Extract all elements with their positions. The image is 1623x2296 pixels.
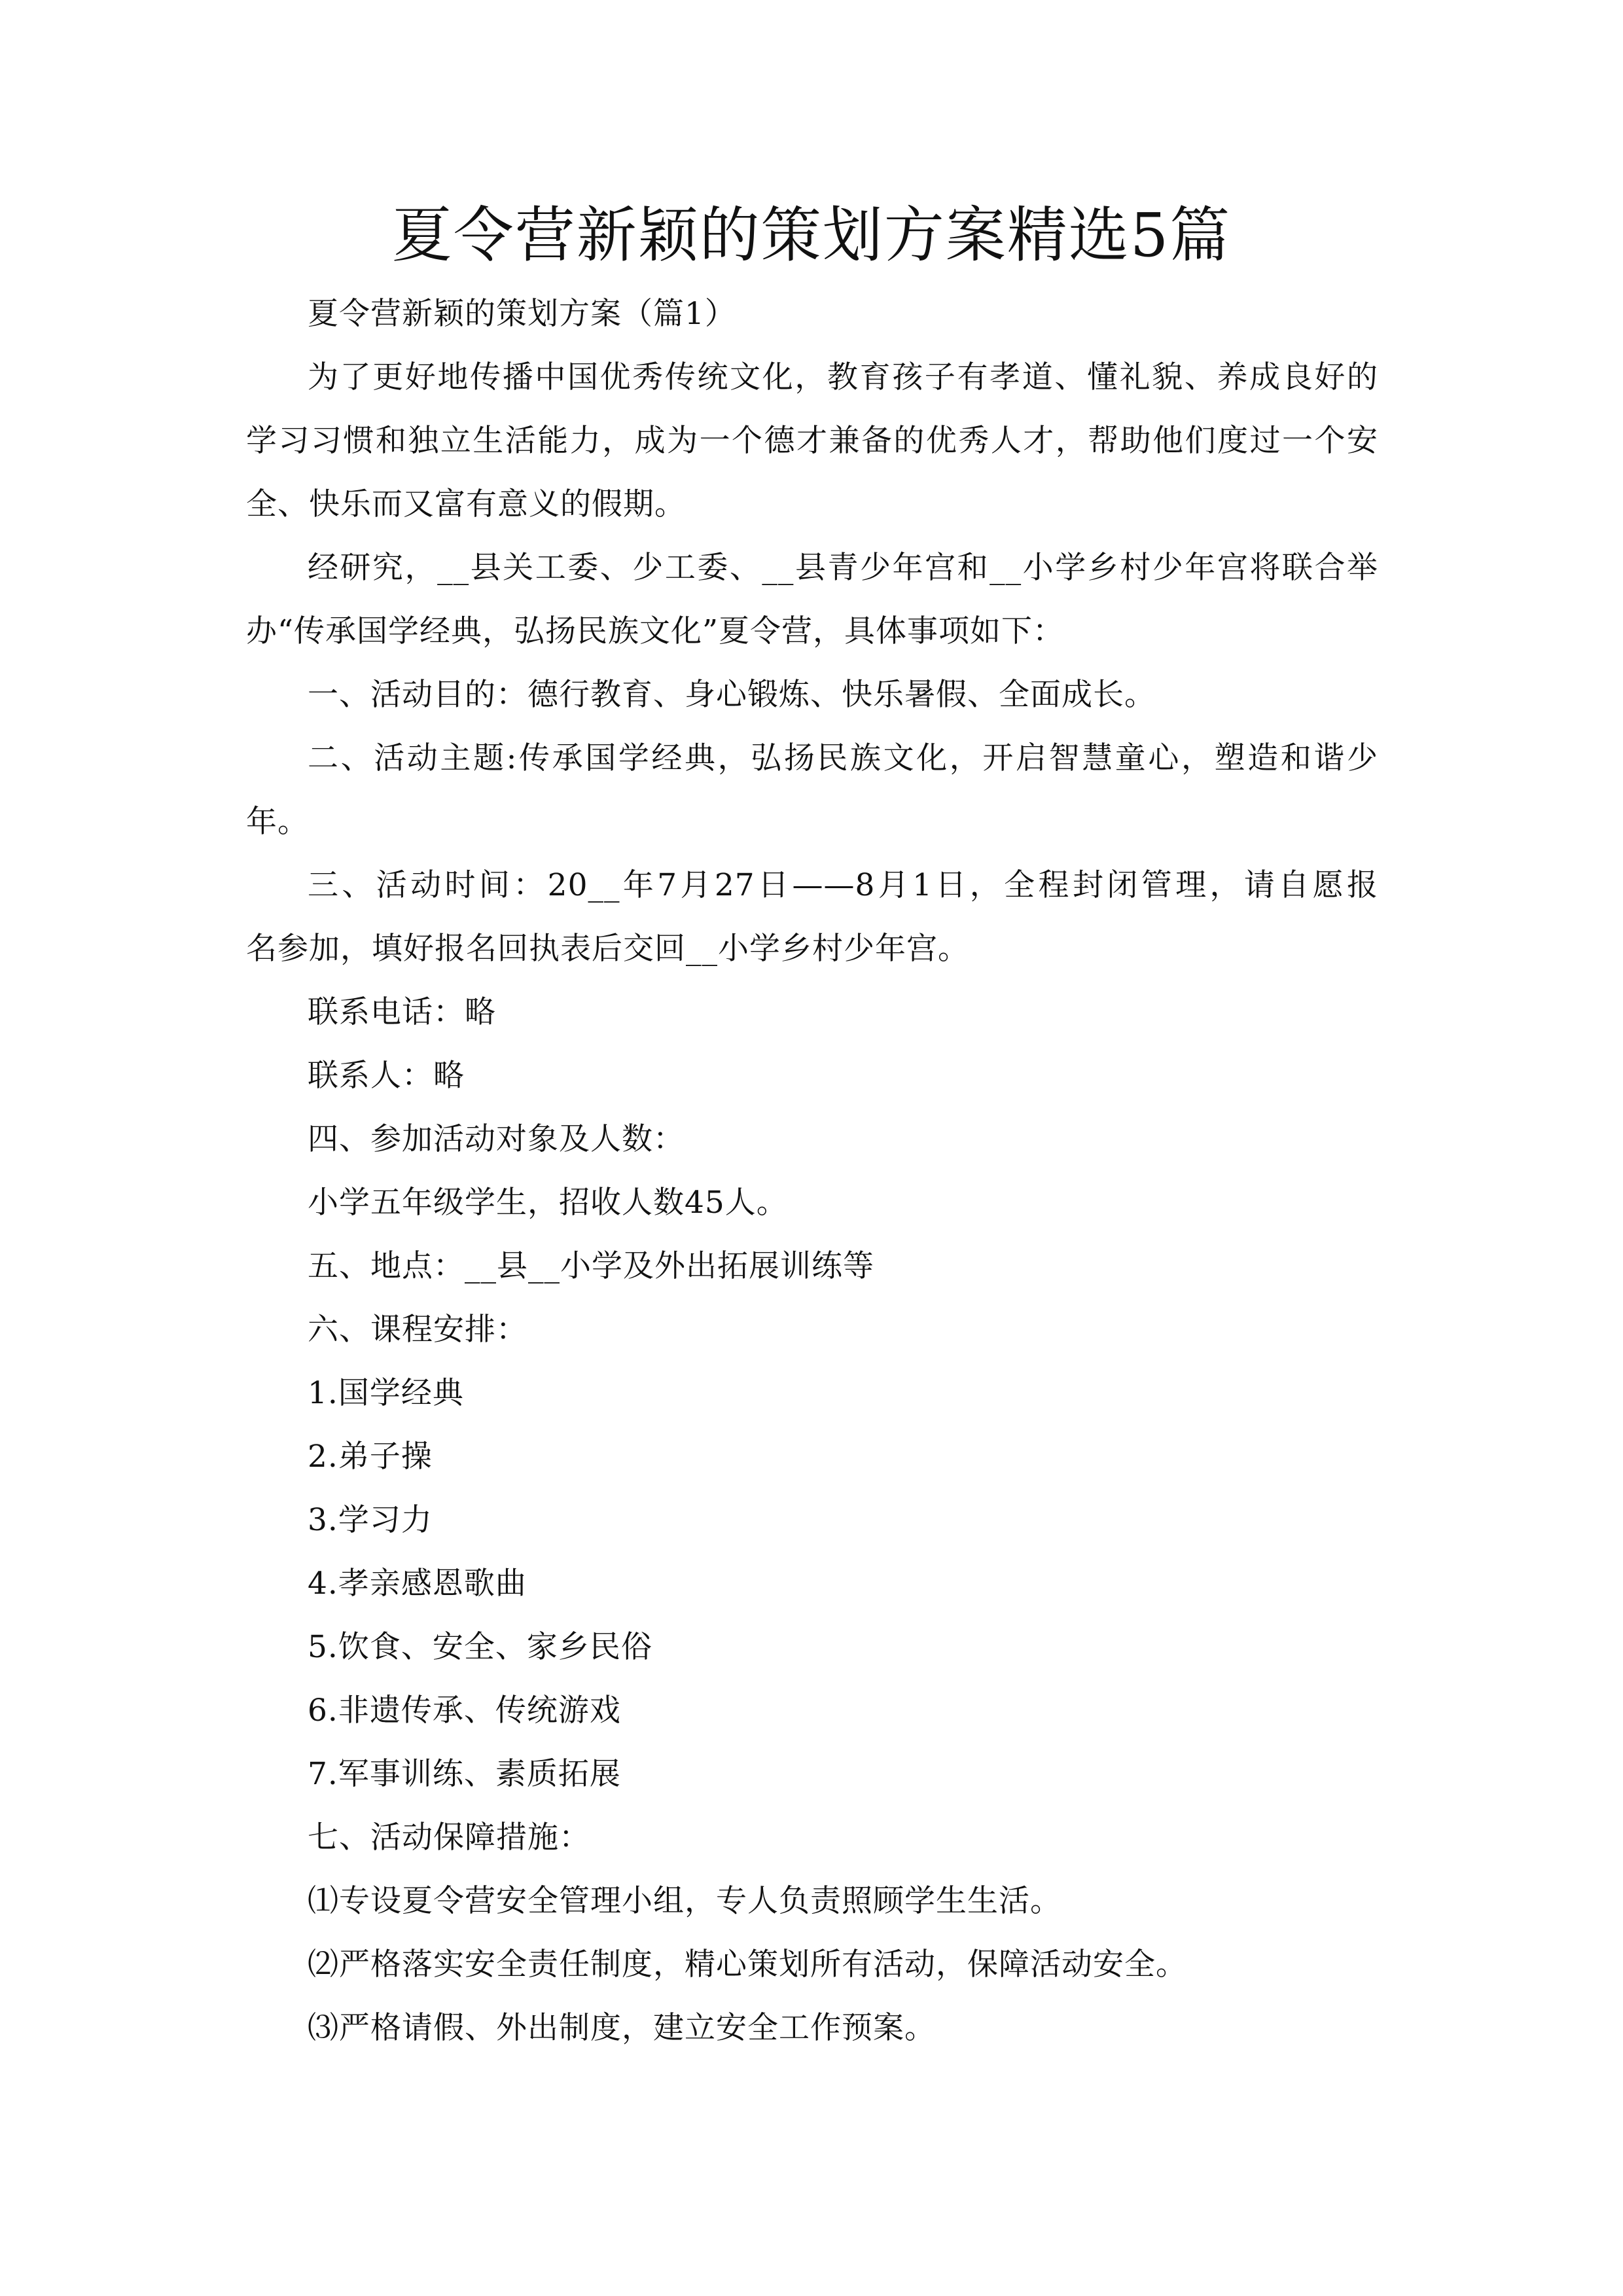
paragraph-line: 小学五年级学生，招收人数45人。 — [308, 1185, 788, 1221]
list-item: ⑶严格请假、外出制度，建立安全工作预案。 — [308, 2010, 936, 2046]
paragraph-line: 全、快乐而又富有意义的假期。 — [246, 486, 686, 522]
list-item: 5.饮食、安全、家乡民俗 — [308, 1629, 652, 1665]
paragraph-line: 二、活动主题:传承国学经典，弘扬民族文化，开启智慧童心，塑造和谐少 — [308, 740, 1378, 776]
contact-person: 联系人：略 — [308, 1058, 465, 1094]
list-item: 6.非遗传承、传统游戏 — [308, 1693, 621, 1729]
paragraph-line: 办“传承国学经典，弘扬民族文化”夏令营，具体事项如下： — [246, 613, 1065, 649]
list-item: ⑵严格落实安全责任制度，精心策划所有活动，保障活动安全。 — [308, 1946, 1187, 1982]
paragraph-line: 五、地点：__县__小学及外出拓展训练等 — [308, 1248, 874, 1284]
paragraph-line: 名参加，填好报名回执表后交回__小学乡村少年宫。 — [246, 931, 969, 967]
list-item: 1.国学经典 — [308, 1375, 464, 1411]
section-heading: 四、参加活动对象及人数： — [308, 1121, 685, 1157]
document-title: 夏令营新颖的策划方案精选5篇 — [391, 200, 1232, 270]
paragraph-line: 年。 — [246, 804, 309, 840]
section-heading: 夏令营新颖的策划方案（篇1） — [308, 296, 736, 332]
list-item: 2.弟子操 — [308, 1439, 433, 1475]
list-item: 4.孝亲感恩歌曲 — [308, 1566, 527, 1602]
section-heading: 六、课程安排： — [308, 1312, 527, 1348]
list-item: 3.学习力 — [308, 1502, 433, 1538]
paragraph-line: 一、活动目的：德行教育、身心锻炼、快乐暑假、全面成长。 — [308, 677, 1156, 713]
contact-phone: 联系电话：略 — [308, 994, 496, 1030]
paragraph-line: 经研究，__县关工委、少工委、__县青少年宫和__小学乡村少年宫将联合举 — [308, 550, 1378, 586]
paragraph-line: 学习习惯和独立生活能力，成为一个德才兼备的优秀人才，帮助他们度过一个安 — [246, 423, 1378, 459]
list-item: ⑴专设夏令营安全管理小组，专人负责照顾学生生活。 — [308, 1883, 1061, 1919]
paragraph-line: 三、活动时间：20__年7月27日——8月1日，全程封闭管理，请自愿报 — [308, 867, 1378, 903]
section-heading: 七、活动保障措施： — [308, 1820, 590, 1856]
list-item: 7.军事训练、素质拓展 — [308, 1756, 621, 1792]
paragraph-line: 为了更好地传播中国优秀传统文化，教育孩子有孝道、懂礼貌、养成良好的 — [308, 359, 1378, 395]
